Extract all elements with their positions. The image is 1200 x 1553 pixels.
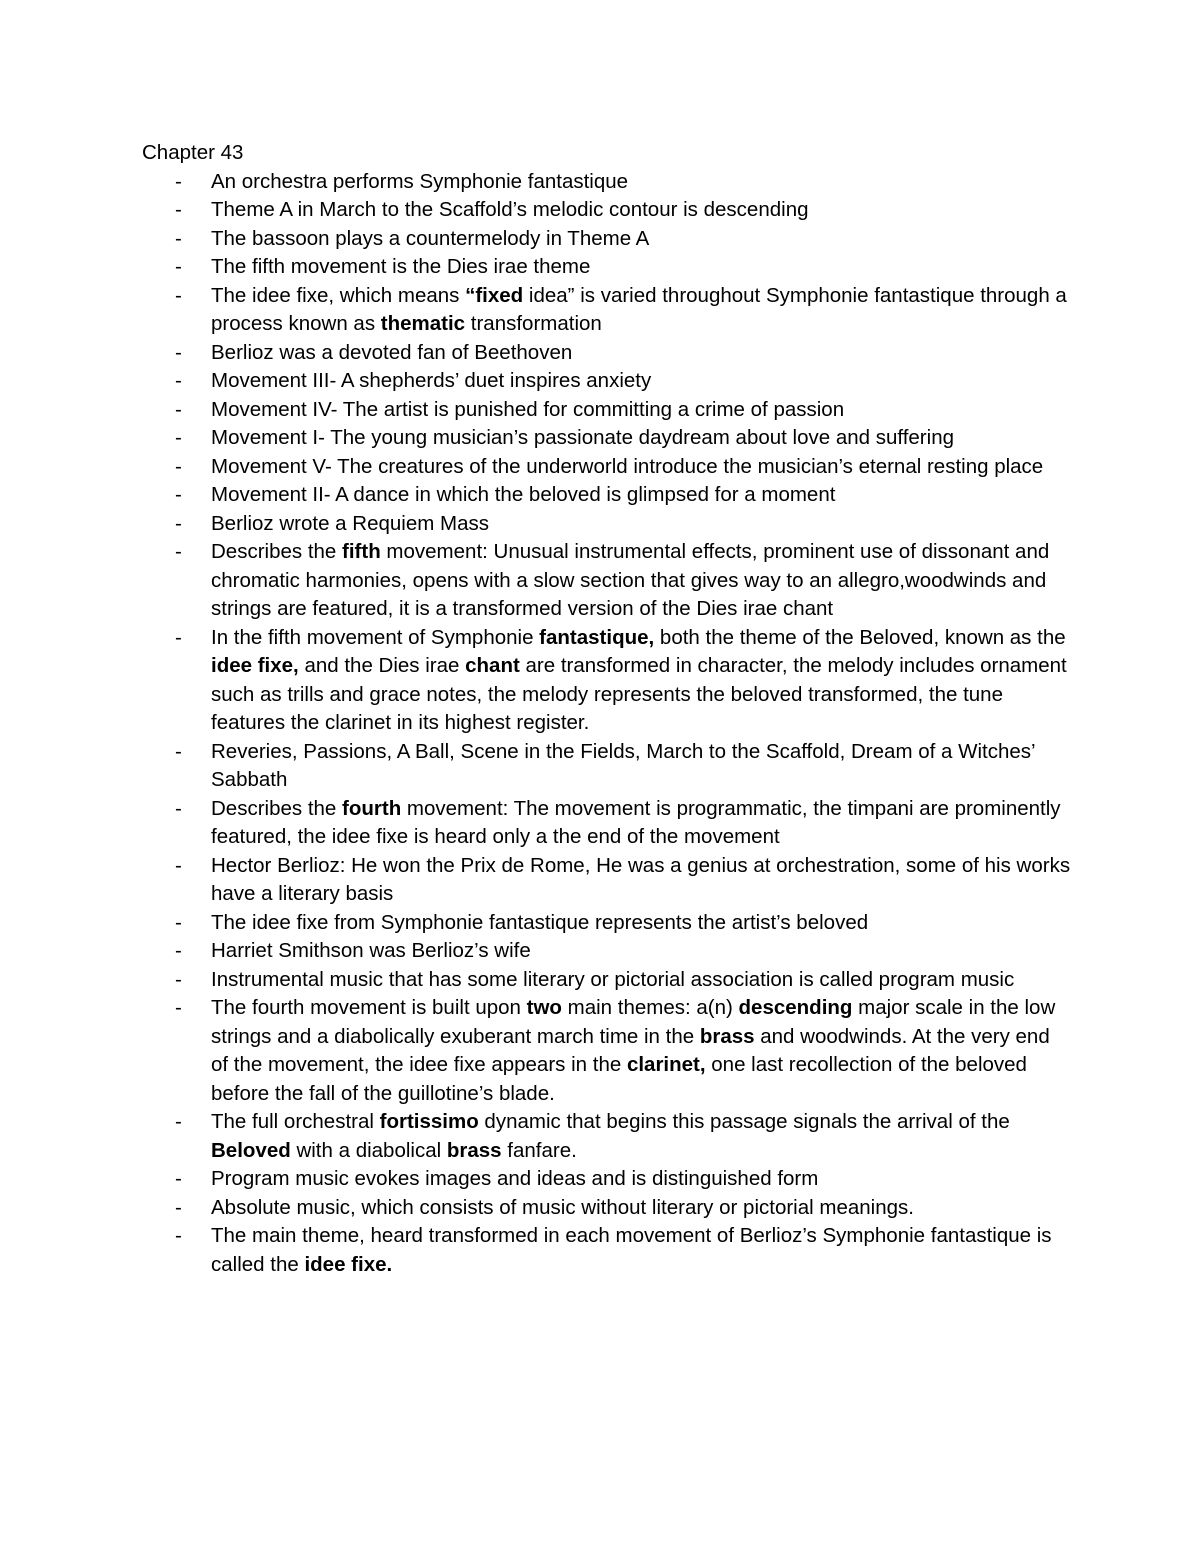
bullet-dash: - [175, 996, 182, 1019]
bold-text: chant [465, 654, 520, 677]
bold-text: Beloved [211, 1138, 291, 1162]
text-run: Describes the [211, 540, 343, 563]
bullet-dash: - [175, 939, 182, 962]
list-item [142, 168, 1072, 197]
text-run: The full orchestral [211, 1110, 380, 1133]
list-item-text [211, 797, 1061, 849]
list-item [142, 1222, 1072, 1279]
bullet-dash: - [175, 540, 182, 563]
list-item [142, 538, 1072, 624]
chapter-title: Chapter 43 [142, 141, 244, 164]
text-run: Describes the [211, 796, 343, 820]
bold-text: idee fixe. [304, 1252, 393, 1276]
list-item-text [211, 341, 572, 364]
list-item [142, 994, 1072, 1108]
bold-text: thematic [380, 312, 466, 335]
bullet-dash: - [175, 739, 182, 763]
list-item [142, 624, 1072, 738]
bold-text: fourth [342, 796, 402, 820]
text-run: movement: Unusual instrumental effects, prominent use of dissonant and chromatic harmonies, opens with a slow section that gives way to an allegro,woodwinds and strings are featured, it is a transformed version of the Dies irae chant [211, 540, 1050, 620]
text-run: Absolute music, which consists of music without literary or pictorial meanings. [211, 1195, 914, 1219]
list-item [142, 510, 1072, 539]
list-item-text [211, 854, 1070, 906]
text-run: fanfare. [501, 1138, 577, 1162]
list-item [142, 738, 1072, 795]
list-item [142, 909, 1072, 938]
list-item-text [211, 540, 1049, 620]
list-item [142, 852, 1072, 909]
bold-text: brass [446, 1138, 502, 1162]
bullet-dash: - [175, 169, 182, 193]
list-item-text [211, 455, 1043, 478]
text-run: are transformed in character, the melody includes ornament such as trills and grace notes, the melody represents the beloved transformed, the tune features the clarinet in its highest register. [211, 654, 1067, 734]
list-item [142, 282, 1072, 339]
list-item-text [211, 483, 835, 506]
text-run: dynamic that begins this passage signals the arrival of the [478, 1110, 1010, 1133]
bold-text: clarinet, [626, 1053, 706, 1076]
text-run: both the theme of the Beloved, known as the [654, 625, 1066, 649]
text-run: idea” is varied throughout Symphonie fantastique through a process known as [211, 283, 1067, 335]
bullet-dash: - [175, 198, 182, 221]
list-item [142, 196, 1072, 225]
bullet-dash: - [175, 511, 182, 535]
list-item-text [211, 1110, 1010, 1162]
text-run: movement: The movement is programmatic, the timpani are prominently featured, the idee fixe is heard only a the end of the movement [211, 796, 1061, 848]
bold-text: brass [699, 1024, 755, 1048]
bullet-dash: - [175, 226, 182, 250]
bullet-dash: - [175, 340, 182, 364]
text-run: Movement I- The young musician’s passionate daydream about love and suffering [211, 426, 954, 449]
text-run: The idee fixe, which means [211, 283, 466, 307]
list-item [142, 481, 1072, 510]
list-item-text [211, 426, 954, 449]
notes-list [142, 168, 1072, 1280]
list-item [142, 1108, 1072, 1165]
list-item [142, 1165, 1072, 1194]
bold-text: descending [738, 996, 853, 1019]
list-item [142, 367, 1072, 396]
text-run: transformation [465, 312, 602, 335]
text-run: In the fifth movement of Symphonie [211, 625, 540, 649]
text-run: major scale in the low strings and a diabolically exuberant march time in the [211, 996, 1056, 1048]
list-item [142, 453, 1072, 482]
list-item-text [211, 939, 531, 962]
text-run: Movement III- A shepherds’ duet inspires anxiety [211, 369, 652, 392]
list-item-text [211, 198, 809, 221]
bullet-dash: - [175, 369, 182, 392]
text-run: Movement V- The creatures of the underworld introduce the musician’s eternal resting place [211, 454, 1044, 478]
bold-text: idee fixe, [211, 654, 299, 677]
list-item-text [211, 1196, 914, 1219]
bullet-dash: - [175, 1224, 182, 1247]
text-run: Reveries, Passions, A Ball, Scene in the Fields, March to the Scaffold, Dream of a Witches’ Sabbath [211, 739, 1035, 791]
bullet-dash: - [175, 796, 182, 820]
text-run: The idee fixe from Symphonie fantastique represents the artist’s beloved [211, 910, 869, 934]
text-run: Berlioz was a devoted fan of Beethoven [211, 340, 573, 364]
list-item [142, 253, 1072, 282]
list-item [142, 937, 1072, 966]
text-run: The bassoon plays a countermelody in Theme A [211, 226, 650, 250]
list-item-text [211, 1224, 1052, 1276]
bullet-dash: - [175, 426, 182, 449]
list-item [142, 396, 1072, 425]
text-run: Program music evokes images and ideas and is distinguished form [211, 1167, 819, 1190]
text-run: The main theme, heard transformed in each movement of Berlioz’s Symphonie fantastique is called the [211, 1224, 1052, 1276]
bold-text: “fixed [465, 283, 524, 307]
text-run: Theme A in March to the Scaffold’s melodic contour is descending [211, 198, 809, 221]
text-run: one last recollection of the beloved before the fall of the guillotine’s blade. [211, 1053, 1027, 1105]
text-run: The fifth movement is the Dies irae theme [211, 255, 591, 278]
list-item-text [211, 1167, 818, 1190]
list-item [142, 424, 1072, 453]
bullet-dash: - [175, 397, 182, 421]
bullet-dash: - [175, 1195, 182, 1219]
bullet-dash: - [175, 853, 182, 877]
list-item [142, 339, 1072, 368]
list-item-text [211, 968, 1014, 991]
list-item-text [211, 512, 489, 535]
list-item-text [211, 369, 651, 392]
list-item-text [211, 284, 1067, 336]
bullet-dash: - [175, 1110, 182, 1133]
bullet-dash: - [175, 625, 182, 649]
list-item [142, 1194, 1072, 1223]
list-item-text [211, 911, 868, 934]
list-item-text [211, 996, 1055, 1105]
document-content [142, 139, 1072, 1279]
list-item [142, 795, 1072, 852]
list-item [142, 225, 1072, 254]
list-item-text [211, 255, 590, 278]
bullet-dash: - [175, 255, 182, 278]
bullet-dash: - [175, 483, 182, 506]
text-run: The fourth movement is built upon [211, 996, 527, 1019]
bullet-dash: - [175, 967, 182, 991]
list-item [142, 966, 1072, 995]
list-item-text [211, 170, 628, 193]
text-run: with a diabolical [290, 1138, 447, 1162]
text-run: Movement II- A dance in which the beloved is glimpsed for a moment [211, 483, 836, 506]
text-run: Hector Berlioz: He won the Prix de Rome, He was a genius at orchestration, some of his works have a literary basis [211, 853, 1071, 905]
bullet-dash: - [175, 910, 182, 934]
text-run: and the Dies irae [298, 654, 466, 677]
bullet-dash: - [175, 454, 182, 478]
text-run: Harriet Smithson was Berlioz’s wife [211, 939, 531, 962]
text-run: main themes: a(n) [561, 996, 739, 1019]
text-run: Instrumental music that has some literary or pictorial association is called program music [211, 967, 1015, 991]
bold-text: fantastique, [539, 625, 655, 649]
bold-text: fifth [342, 540, 381, 563]
bullet-dash: - [175, 1167, 182, 1190]
bold-text: fortissimo [379, 1110, 479, 1133]
list-item-text [211, 740, 1035, 792]
list-item-text [211, 398, 844, 421]
bold-text: two [526, 996, 562, 1019]
list-item-text [211, 227, 649, 250]
text-run: Movement IV- The artist is punished for committing a crime of passion [211, 397, 845, 421]
text-run: and woodwinds. At the very end of the movement, the idee fixe appears in the [211, 1024, 1050, 1076]
bullet-dash: - [175, 283, 182, 307]
text-run: An orchestra performs Symphonie fantastique [211, 169, 629, 193]
text-run: Berlioz wrote a Requiem Mass [211, 511, 489, 535]
list-item-text [211, 626, 1067, 735]
